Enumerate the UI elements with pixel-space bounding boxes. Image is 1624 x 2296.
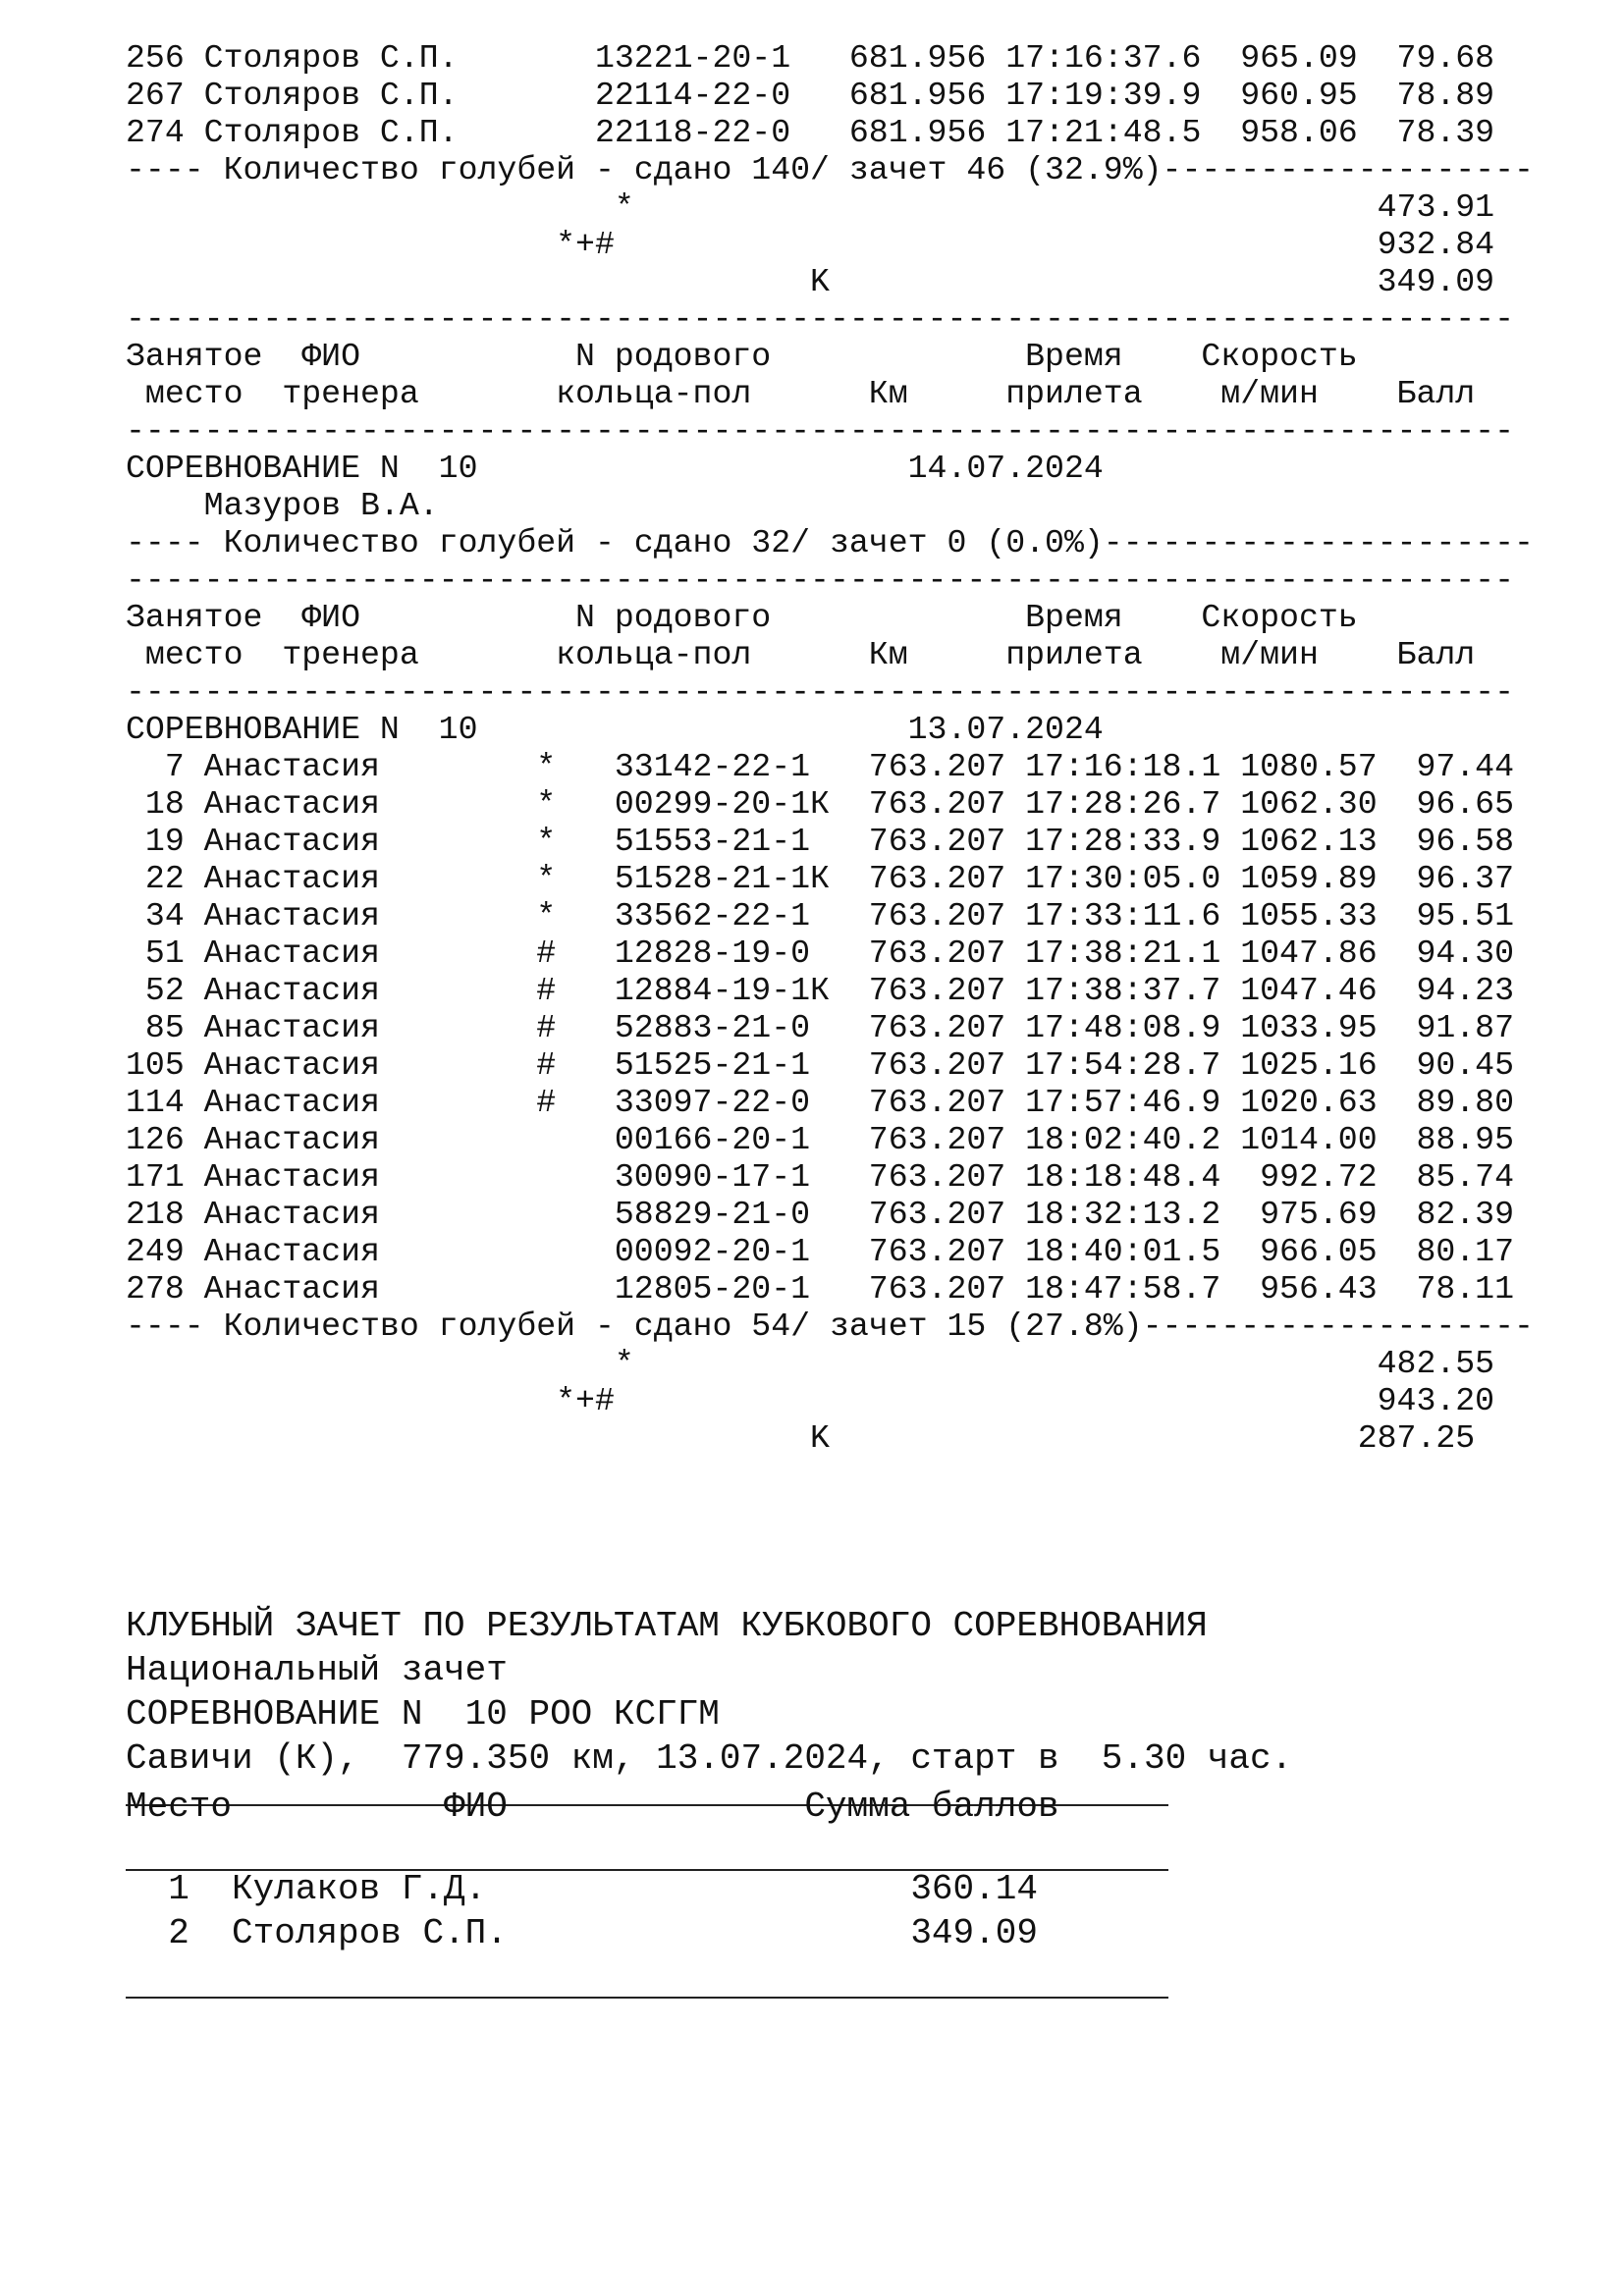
column-header-line-1: Занятое ФИО N родового Время Скорость bbox=[126, 599, 1358, 636]
result-row: 114 Анастасия # 33097-22-0 763.207 17:57:46.9 1020.63 89.80 bbox=[126, 1084, 1515, 1121]
k-total: K 287.25 bbox=[126, 1419, 1476, 1457]
result-row: 105 Анастасия # 51525-21-1 763.207 17:54:28.7 1025.16 90.45 bbox=[126, 1046, 1515, 1084]
star-plus-hash-total: *+# 932.84 bbox=[126, 226, 1495, 263]
result-row: 256 Столяров С.П. 13221-20-1 681.956 17:16:37.6 965.09 79.68 bbox=[126, 39, 1495, 77]
result-row: 34 Анастасия * 33562-22-1 763.207 17:33:11.6 1055.33 95.51 bbox=[126, 897, 1515, 934]
club-subtitle: Национальный зачет bbox=[126, 1650, 508, 1690]
competition-title: СОРЕВНОВАНИЕ N 10 14.07.2024 bbox=[126, 450, 1104, 487]
result-row: 7 Анастасия * 33142-22-1 763.207 17:16:18.1 1080.57 97.44 bbox=[126, 748, 1515, 785]
result-row: 18 Анастасия * 00299-20-1К 763.207 17:28:26.7 1062.30 96.65 bbox=[126, 785, 1515, 823]
trainer-name: Мазуров В.А. bbox=[126, 487, 439, 524]
pigeon-count-summary: ---- Количество голубей - сдано 54/ зачет 15 (27.8%)-------------------- bbox=[126, 1308, 1534, 1345]
club-competition: СОРЕВНОВАНИЕ N 10 РОО КСГГМ bbox=[126, 1694, 720, 1735]
club-title: КЛУБНЫЙ ЗАЧЕТ ПО РЕЗУЛЬТАТАМ КУБКОВОГО СОРЕВНОВАНИЯ bbox=[126, 1606, 1208, 1646]
separator-line: ----------------------------------------------------------------------- bbox=[126, 412, 1515, 450]
star-plus-hash-total: *+# 943.20 bbox=[126, 1382, 1495, 1419]
separator-line: ----------------------------------------------------------------------- bbox=[126, 561, 1515, 599]
pigeon-count-summary: ---- Количество голубей - сдано 140/ зачет 46 (32.9%)------------------- bbox=[126, 151, 1534, 188]
result-row: 126 Анастасия 00166-20-1 763.207 18:02:40.2 1014.00 88.95 bbox=[126, 1121, 1515, 1158]
result-row: 267 Столяров С.П. 22114-22-0 681.956 17:19:39.9 960.95 78.89 bbox=[126, 77, 1495, 114]
competition-title: СОРЕВНОВАНИЕ N 10 13.07.2024 bbox=[126, 711, 1104, 748]
result-row: 51 Анастасия # 12828-19-0 763.207 17:38:21.1 1047.86 94.30 bbox=[126, 934, 1515, 972]
result-row: 52 Анастасия # 12884-19-1К 763.207 17:38:37.7 1047.46 94.23 bbox=[126, 972, 1515, 1009]
club-standings bbox=[126, 1604, 1292, 1999]
k-total: K 349.09 bbox=[126, 263, 1495, 300]
result-row: 249 Анастасия 00092-20-1 763.207 18:40:01.5 966.05 80.17 bbox=[126, 1233, 1515, 1270]
result-row: 274 Столяров С.П. 22118-22-0 681.956 17:21:48.5 958.06 78.39 bbox=[126, 114, 1495, 151]
star-total: * 482.55 bbox=[126, 1345, 1495, 1382]
pigeon-count-summary: ---- Количество голубей - сдано 32/ зачет 0 (0.0%)---------------------- bbox=[126, 524, 1534, 561]
club-table-header: Место ФИО Сумма баллов bbox=[126, 1787, 1059, 1827]
club-details: Савичи (К), 779.350 км, 13.07.2024, старт в 5.30 час. bbox=[126, 1738, 1293, 1779]
result-row: 218 Анастасия 58829-21-0 763.207 18:32:13.2 975.69 82.39 bbox=[126, 1196, 1515, 1233]
result-row: 85 Анастасия # 52883-21-0 763.207 17:48:08.9 1033.95 91.87 bbox=[126, 1009, 1515, 1046]
result-row: 19 Анастасия * 51553-21-1 763.207 17:28:33.9 1062.13 96.58 bbox=[126, 823, 1515, 860]
result-row: 278 Анастасия 12805-20-1 763.207 18:47:58.7 956.43 78.11 bbox=[126, 1270, 1515, 1308]
club-table-row: 1 Кулаков Г.Д. 360.14 bbox=[126, 1869, 1038, 1909]
separator-line: ----------------------------------------------------------------------- bbox=[126, 673, 1515, 711]
column-header-line-1: Занятое ФИО N родового Время Скорость bbox=[126, 338, 1358, 375]
results-listing bbox=[126, 39, 1534, 1457]
column-header-line-2: место тренера кольца-пол Км прилета м/мин Балл bbox=[126, 636, 1476, 673]
club-table-row: 2 Столяров С.П. 349.09 bbox=[126, 1913, 1038, 1953]
result-row: 22 Анастасия * 51528-21-1К 763.207 17:30:05.0 1059.89 96.37 bbox=[126, 860, 1515, 897]
result-row: 171 Анастасия 30090-17-1 763.207 18:18:48.4 992.72 85.74 bbox=[126, 1158, 1515, 1196]
star-total: * 473.91 bbox=[126, 188, 1495, 226]
separator-line: ----------------------------------------------------------------------- bbox=[126, 300, 1515, 338]
column-header-line-2: место тренера кольца-пол Км прилета м/мин Балл bbox=[126, 375, 1476, 412]
rule-line bbox=[126, 1997, 1168, 1999]
